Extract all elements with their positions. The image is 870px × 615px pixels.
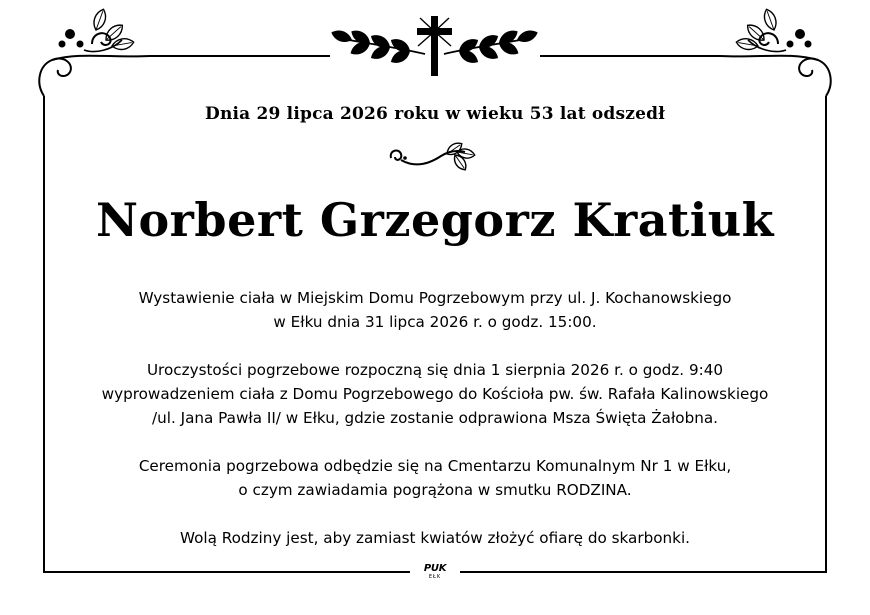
paragraph-ceremony xyxy=(56,358,814,430)
floral-corner-left-icon xyxy=(39,8,150,96)
puk-logo xyxy=(416,563,454,585)
paragraph-line: w Ełku dnia 31 lipca 2026 r. o godz. 15:00. xyxy=(273,313,597,331)
deceased-name: Norbert Grzegorz Kratiuk xyxy=(95,193,775,247)
logo-sub-text: EŁK xyxy=(428,574,442,580)
leaf-swirl-divider-icon xyxy=(385,142,485,172)
paragraph-line: /ul. Jana Pawła II/ w Ełku, gdzie zostanie odprawiona Msza Święta Żałobna. xyxy=(152,409,718,427)
paragraph-line: Ceremonia pogrzebowa odbędzie się na Cmentarzu Komunalnym Nr 1 w Ełku, xyxy=(138,457,732,475)
logo-main-text: PUK xyxy=(423,563,447,574)
paragraph-line: wyprowadzeniem ciała z Domu Pogrzebowego do Kościoła pw. św. Rafała Kalinowskiego xyxy=(101,385,769,403)
announcement-text: Dnia 29 lipca 2026 roku w wieku 53 lat odszedł xyxy=(205,104,665,124)
paragraph-line: Wystawienie ciała w Miejskim Domu Pogrzebowym przy ul. J. Kochanowskiego xyxy=(138,289,732,307)
paragraph-burial xyxy=(56,454,814,502)
cross-with-laurel-icon xyxy=(330,16,540,76)
paragraph-donation xyxy=(56,526,814,550)
obituary-body xyxy=(56,102,814,550)
paragraph-viewing xyxy=(56,286,814,334)
paragraph-line: Uroczystości pogrzebowe rozpoczną się dnia 1 sierpnia 2026 r. o godz. 9:40 xyxy=(146,361,724,379)
floral-corner-right-icon xyxy=(720,8,831,96)
paragraph-line: o czym zawiadamia pogrążona w smutku RODZINA. xyxy=(238,481,632,499)
paragraph-line: Wolą Rodziny jest, aby zamiast kwiatów złożyć ofiarę do skarbonki. xyxy=(179,529,691,547)
